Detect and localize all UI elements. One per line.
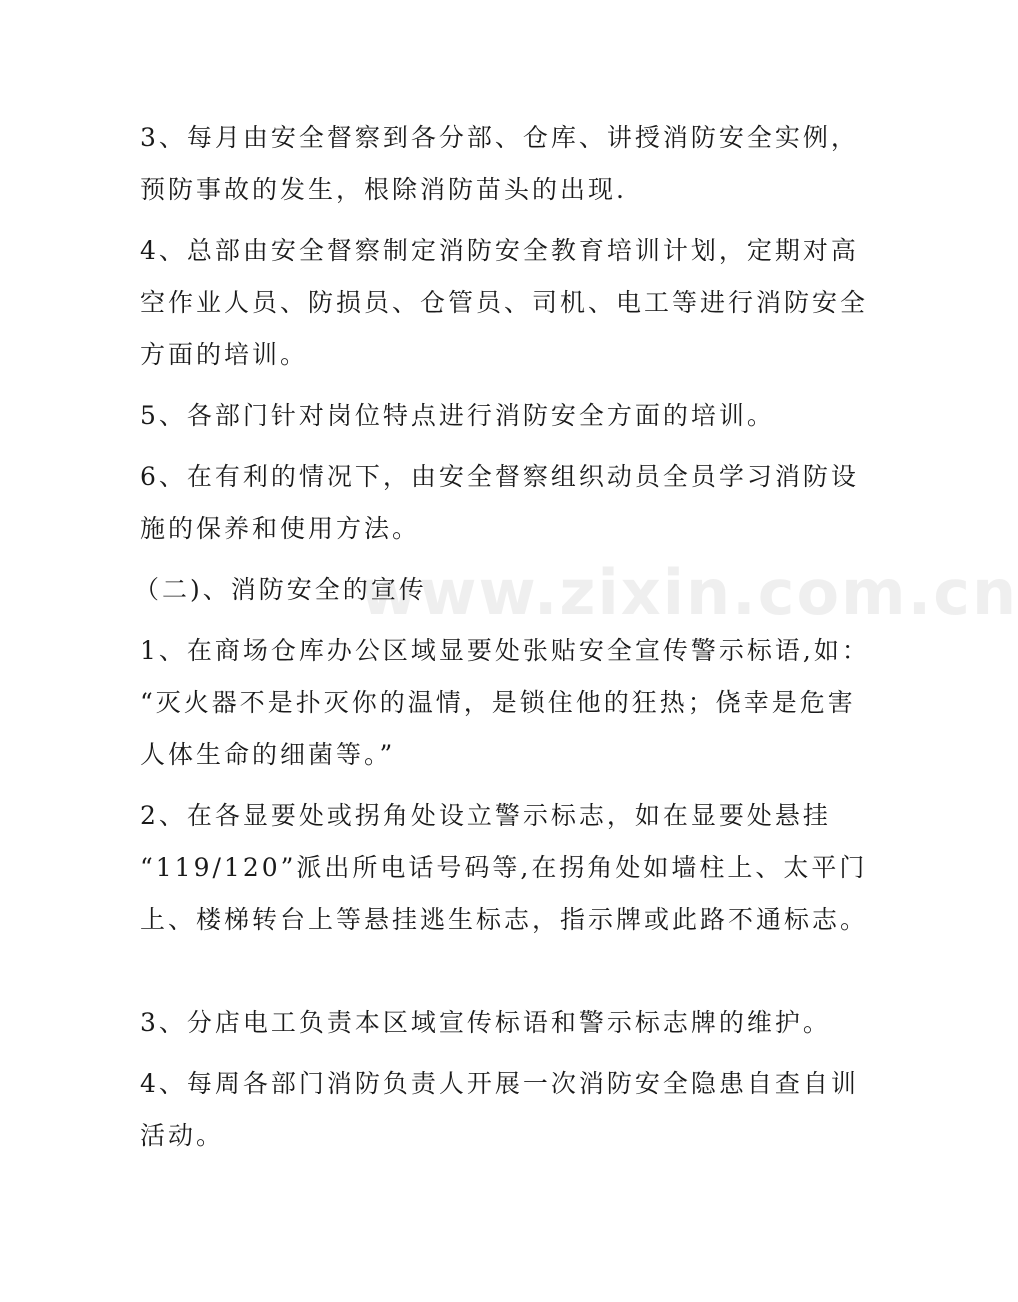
document-body <box>134 112 870 1171</box>
paragraph-publicity-4 <box>140 1058 859 1162</box>
text-line: 施的保养和使用方法。 <box>140 514 421 543</box>
paragraph-gap <box>140 955 800 997</box>
text-line: 活动。 <box>140 1121 225 1150</box>
text-line: “灭火器不是扑灭你的温情，是锁住他的狂热；侥幸是危害 <box>140 688 856 717</box>
paragraph-item-5 <box>140 390 800 442</box>
paragraph-publicity-2 <box>140 790 869 946</box>
paragraph-item-3 <box>140 112 859 216</box>
section-heading <box>134 564 800 616</box>
text-line: 1、在商场仓库办公区域显要处张贴安全宣传警示标语,如： <box>140 636 870 665</box>
watermark-text: www.zixin.com.cn <box>360 556 1018 629</box>
text-line: 空作业人员、防损员、仓管员、司机、电工等进行消防安全 <box>140 288 869 317</box>
text-line: 4、每周各部门消防负责人开展一次消防安全隐患自查自训 <box>140 1069 859 1098</box>
text-line: “119/120”派出所电话号码等,在拐角处如墙柱上、太平门 <box>140 853 868 882</box>
text-line: 2、在各显要处或拐角处设立警示标志，如在显要处悬挂 <box>140 801 831 830</box>
paragraph-item-6 <box>140 451 859 555</box>
paragraph-item-4 <box>140 225 869 381</box>
text-line: 5、各部门针对岗位特点进行消防安全方面的培训。 <box>140 401 775 430</box>
paragraph-publicity-3 <box>140 997 831 1049</box>
text-line: 6、在有利的情况下，由安全督察组织动员全员学习消防设 <box>140 462 859 491</box>
text-line: 方面的培训。 <box>140 340 309 369</box>
text-line: 3、每月由安全督察到各分部、仓库、讲授消防安全实例， <box>140 123 859 152</box>
paragraph-publicity-1 <box>140 625 870 781</box>
text-line: 3、分店电工负责本区域宣传标语和警示标志牌的维护。 <box>140 1008 831 1037</box>
text-line: 预防事故的发生，根除消防苗头的出现. <box>140 175 627 204</box>
heading-text: （二)、消防安全的宣传 <box>134 575 427 604</box>
text-line: 人体生命的细菌等。” <box>140 740 396 769</box>
text-line: 4、总部由安全督察制定消防安全教育培训计划，定期对高 <box>140 236 859 265</box>
text-line: 上、楼梯转台上等悬挂逃生标志，指示牌或此路不通标志。 <box>140 905 869 934</box>
